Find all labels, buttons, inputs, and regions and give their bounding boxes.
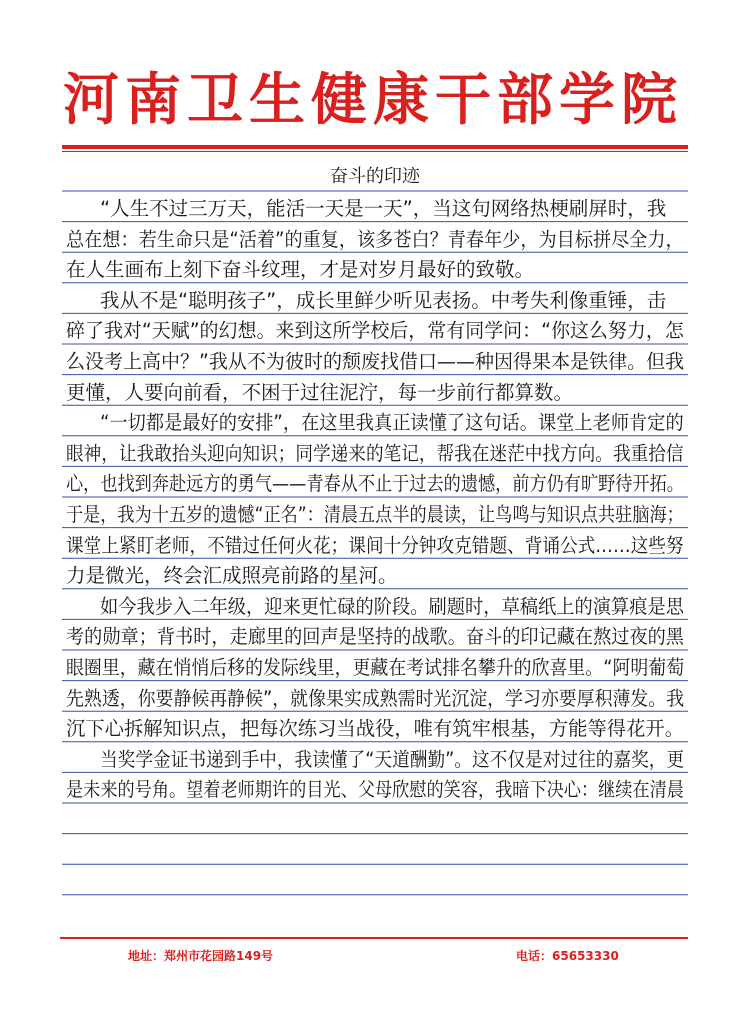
essay-line: 总在想：若生命只是“活着”的重复，该多苍白？青春年少，为目标拼尽全力， [66, 227, 684, 251]
header-rule-thin [62, 151, 688, 152]
essay-line: 么没考上高中？”我从不为彼时的颓废找借口——种因得果本是铁律。但我 [66, 350, 685, 373]
essay-line: 碎了我对“天赋”的幻想。来到这所学校后，常有同学问：“你这么努力，怎 [66, 319, 684, 343]
footer-phone: 电话：65653330 [516, 949, 619, 963]
essay-line: 在人生画布上刻下奋斗纹理，才是对岁月最好的致敬。 [66, 258, 535, 282]
essay-line: 是未来的号角。望着老师期许的目光、父母欣慰的笑容，我暗下决心：继续在清晨 [66, 778, 684, 802]
essay-line: 先熟透，你要静候再静候”，就像果实成熟需时光沉淀，学习亦要厚积薄发。我 [66, 686, 685, 710]
footer-rule [60, 937, 688, 939]
essay-paper [62, 158, 688, 928]
essay-line: 力是微光，终会汇成照亮前路的星河。 [66, 564, 398, 588]
essay-line: 课堂上紧盯老师，不错过任何火花；课间十分钟攻克错题、背诵公式……这些努 [66, 533, 684, 557]
essay-line: 沉下心拆解知识点，把每次练习当战役，唯有筑牢根基，方能等得花开。 [66, 717, 685, 741]
essay-line: 如今我步入二年级，迎来更忙碌的阶段。刷题时，草稿纸上的演算痕是思 [100, 594, 685, 618]
essay-title: 奋斗的印迹 [330, 166, 420, 187]
essay-line: 眼圈里，藏在悄悄后移的发际线里，更藏在考试排名攀升的欣喜里。“阿明葡萄 [66, 656, 685, 679]
footer-address: 地址：郑州市花园路149号 [128, 949, 274, 963]
essay-line: 考的勋章；背书时，走廊里的回声是坚持的战歌。奋斗的印记藏在熬过夜的黑 [66, 625, 684, 649]
essay-line: 于是，我为十五岁的遗憾“正名”：清晨五点半的晨读，让鸟鸣与知识点共驻脑海； [66, 503, 684, 526]
essay-line: 眼神，让我敢抬头迎向知识；同学递来的笔记，帮我在迷茫中找方向。我重拾信 [66, 441, 684, 465]
essay-line: 我从不是“聪明孩子”，成长里鲜少听见表扬。中考失利像重锤，击 [100, 288, 667, 312]
essay-line: “一切都是最好的安排”，在这里我真正读懂了这句话。课堂上老师肯定的 [100, 411, 684, 435]
essay-line: 心，也找到奔赴远方的勇气——青春从不止于过去的遗憾，前方仍有旷野待开拓。 [66, 472, 684, 496]
essay-line: “人生不过三万天，能活一天是一天”，当这句网络热梗刷屏时，我 [100, 197, 667, 220]
institution-name: 河南卫生健康干部学院 [63, 67, 683, 133]
essay-line: 当奖学金证书递到手中，我读懂了“天道酬勤”。这不仅是对过往的嘉奖，更 [100, 747, 685, 771]
essay-line: 更懂，人要向前看，不困于过往泥泞，每一步前行都算数。 [66, 380, 574, 404]
header-rule-thick [62, 145, 688, 149]
